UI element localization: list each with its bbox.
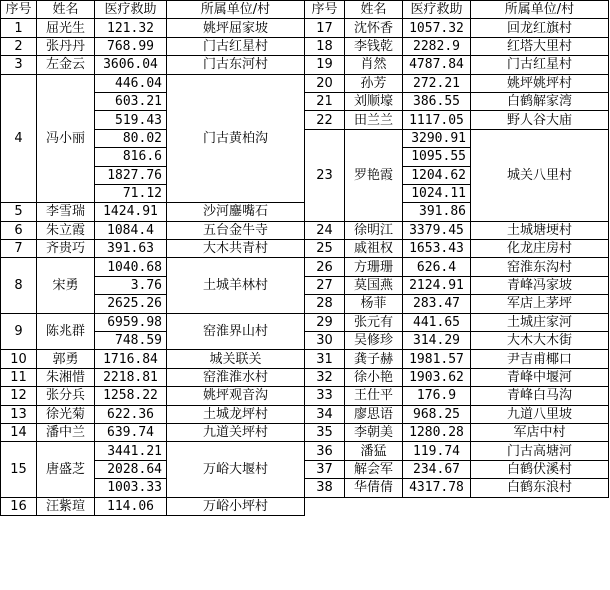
- amount-cell: 519.43: [95, 111, 167, 129]
- unit-cell: 白鹤解家湾: [471, 92, 609, 110]
- amount-cell: 1040.68: [95, 258, 167, 276]
- unit-cell: 门古红星村: [471, 56, 609, 74]
- amount-cell: 1981.57: [403, 350, 471, 368]
- amount-cell: 1716.84: [95, 350, 167, 368]
- name-cell: 杨菲: [345, 295, 403, 313]
- unit-cell: 青峰中堰河: [471, 368, 609, 386]
- unit-cell: 门古红星村: [167, 37, 305, 55]
- name-cell: 戚祖权: [345, 240, 403, 258]
- seq-cell: 35: [305, 423, 345, 441]
- table-row: [1, 19, 609, 37]
- unit-cell: 万峪大堰村: [167, 442, 305, 497]
- seq-cell: 8: [1, 258, 37, 313]
- name-cell: 张丹丹: [37, 37, 95, 55]
- seq-cell: 27: [305, 276, 345, 294]
- name-cell: 左金云: [37, 56, 95, 74]
- seq-cell: 1: [1, 19, 37, 37]
- amount-cell: 446.04: [95, 74, 167, 92]
- name-cell: 朱立霞: [37, 221, 95, 239]
- name-cell: 廖思语: [345, 405, 403, 423]
- seq-cell: 18: [305, 37, 345, 55]
- name-cell: 孙芳: [345, 74, 403, 92]
- name-cell: 朱湘惜: [37, 368, 95, 386]
- amount-cell: 2218.81: [95, 368, 167, 386]
- seq-cell: 20: [305, 74, 345, 92]
- amount-cell: 626.4: [403, 258, 471, 276]
- name-cell: 齐贵巧: [37, 240, 95, 258]
- amount-cell: 391.63: [95, 240, 167, 258]
- seq-cell: 25: [305, 240, 345, 258]
- seq-cell: 32: [305, 368, 345, 386]
- unit-cell: 青峰冯家坡: [471, 276, 609, 294]
- header-name: 姓名: [345, 1, 403, 19]
- unit-cell: 军店上茅坪: [471, 295, 609, 313]
- seq-cell: 28: [305, 295, 345, 313]
- unit-cell: 窑淮界山村: [167, 313, 305, 350]
- seq-cell: 30: [305, 332, 345, 350]
- seq-cell: 37: [305, 460, 345, 478]
- seq-cell: 33: [305, 387, 345, 405]
- header-name: 姓名: [37, 1, 95, 19]
- unit-cell: 窑淮东沟村: [471, 258, 609, 276]
- table-row: [1, 240, 609, 258]
- table-row: [1, 423, 609, 441]
- seq-cell: 4: [1, 74, 37, 203]
- amount-cell: 1424.91: [95, 203, 167, 221]
- table-row: [1, 37, 609, 55]
- amount-cell: 1258.22: [95, 387, 167, 405]
- name-cell: 屈光生: [37, 19, 95, 37]
- unit-cell: 土城羊林村: [167, 258, 305, 313]
- unit-cell: 大木大木街: [471, 332, 609, 350]
- name-cell: 潘猛: [345, 442, 403, 460]
- seq-cell: 17: [305, 19, 345, 37]
- name-cell: 解会军: [345, 460, 403, 478]
- amount-cell: 748.59: [95, 332, 167, 350]
- amount-cell: 968.25: [403, 405, 471, 423]
- amount-cell: 3441.21: [95, 442, 167, 460]
- amount-cell: 71.12: [95, 184, 167, 202]
- unit-cell: 白鹤伏溪村: [471, 460, 609, 478]
- amount-cell: 1280.28: [403, 423, 471, 441]
- amount-cell: 6959.98: [95, 313, 167, 331]
- amount-cell: 283.47: [403, 295, 471, 313]
- unit-cell: 九道八里坡: [471, 405, 609, 423]
- seq-cell: 11: [1, 368, 37, 386]
- header-amount: 医疗救助: [95, 1, 167, 19]
- seq-cell: 7: [1, 240, 37, 258]
- unit-cell: 青峰白马沟: [471, 387, 609, 405]
- name-cell: 沈怀香: [345, 19, 403, 37]
- name-cell: 郭勇: [37, 350, 95, 368]
- name-cell: 徐小艳: [345, 368, 403, 386]
- seq-cell: 29: [305, 313, 345, 331]
- amount-cell: 3606.04: [95, 56, 167, 74]
- header-amount: 医疗救助: [403, 1, 471, 19]
- name-cell: 方珊珊: [345, 258, 403, 276]
- name-cell: 张分兵: [37, 387, 95, 405]
- name-cell: 田兰兰: [345, 111, 403, 129]
- table-row: [1, 405, 609, 423]
- unit-cell: 窑淮淮水村: [167, 368, 305, 386]
- amount-cell: 768.99: [95, 37, 167, 55]
- unit-cell: 回龙红旗村: [471, 19, 609, 37]
- seq-cell: 16: [1, 497, 37, 515]
- seq-cell: 15: [1, 442, 37, 497]
- header-row: [1, 1, 609, 19]
- relief-table-body: [1, 1, 609, 516]
- amount-cell: 1204.62: [403, 166, 471, 184]
- amount-cell: 3379.45: [403, 221, 471, 239]
- name-cell: 宋勇: [37, 258, 95, 313]
- unit-cell: 门古黄柏沟: [167, 74, 305, 203]
- unit-cell: 门古东河村: [167, 56, 305, 74]
- amount-cell: 2028.64: [95, 460, 167, 478]
- header-unit: 所属单位/村: [167, 1, 305, 19]
- seq-cell: 34: [305, 405, 345, 423]
- amount-cell: 2625.26: [95, 295, 167, 313]
- amount-cell: 816.6: [95, 148, 167, 166]
- unit-cell: 白鹤东浪村: [471, 479, 609, 497]
- seq-cell: 14: [1, 423, 37, 441]
- name-cell: 肖然: [345, 56, 403, 74]
- unit-cell: 尹吉甫椰口: [471, 350, 609, 368]
- table-row: [1, 442, 609, 460]
- unit-cell: 门古高塘河: [471, 442, 609, 460]
- amount-cell: 176.9: [403, 387, 471, 405]
- table-row: [1, 56, 609, 74]
- amount-cell: 114.06: [95, 497, 167, 515]
- amount-cell: 3.76: [95, 276, 167, 294]
- name-cell: 李雪瑞: [37, 203, 95, 221]
- table-row: [1, 387, 609, 405]
- seq-cell: 13: [1, 405, 37, 423]
- name-cell: 张元有: [345, 313, 403, 331]
- name-cell: 王仕平: [345, 387, 403, 405]
- amount-cell: 1057.32: [403, 19, 471, 37]
- seq-cell: 36: [305, 442, 345, 460]
- unit-cell: 军店中村: [471, 423, 609, 441]
- unit-cell: 红塔大里村: [471, 37, 609, 55]
- amount-cell: 1084.4: [95, 221, 167, 239]
- header-unit: 所属单位/村: [471, 1, 609, 19]
- unit-cell: 城关联关: [167, 350, 305, 368]
- unit-cell: 沙河鏖嘴石: [167, 203, 305, 221]
- header-seq: 序号: [1, 1, 37, 19]
- name-cell: 龚子赫: [345, 350, 403, 368]
- unit-cell: 姚坪观音沟: [167, 387, 305, 405]
- unit-cell: 野人谷大庙: [471, 111, 609, 129]
- name-cell: 刘顺壕: [345, 92, 403, 110]
- unit-cell: 化龙庄房村: [471, 240, 609, 258]
- name-cell: 陈兆群: [37, 313, 95, 350]
- table-row: [1, 221, 609, 239]
- amount-cell: 314.29: [403, 332, 471, 350]
- name-cell: 徐光菊: [37, 405, 95, 423]
- amount-cell: 1903.62: [403, 368, 471, 386]
- seq-cell: 2: [1, 37, 37, 55]
- table-row: [1, 313, 609, 331]
- seq-cell: 6: [1, 221, 37, 239]
- name-cell: 潘中兰: [37, 423, 95, 441]
- name-cell: 吴修珍: [345, 332, 403, 350]
- amount-cell: 441.65: [403, 313, 471, 331]
- unit-cell: 土城塘埂村: [471, 221, 609, 239]
- table-row: [1, 258, 609, 276]
- seq-cell: 19: [305, 56, 345, 74]
- name-cell: 华倩倩: [345, 479, 403, 497]
- seq-cell: 3: [1, 56, 37, 74]
- table-row: [1, 74, 609, 92]
- amount-cell: 622.36: [95, 405, 167, 423]
- amount-cell: 2124.91: [403, 276, 471, 294]
- table-row: [1, 368, 609, 386]
- amount-cell: 1003.33: [95, 479, 167, 497]
- seq-cell: 9: [1, 313, 37, 350]
- amount-cell: 639.74: [95, 423, 167, 441]
- amount-cell: 603.21: [95, 92, 167, 110]
- blank-cell: [305, 497, 609, 515]
- amount-cell: 4787.84: [403, 56, 471, 74]
- amount-cell: 386.55: [403, 92, 471, 110]
- amount-cell: 1095.55: [403, 148, 471, 166]
- amount-cell: 121.32: [95, 19, 167, 37]
- unit-cell: 土城龙坪村: [167, 405, 305, 423]
- amount-cell: 272.21: [403, 74, 471, 92]
- seq-cell: 26: [305, 258, 345, 276]
- name-cell: 唐盛芝: [37, 442, 95, 497]
- name-cell: 汪紫瑄: [37, 497, 95, 515]
- seq-cell: 5: [1, 203, 37, 221]
- name-cell: 徐明江: [345, 221, 403, 239]
- name-cell: 李钱乾: [345, 37, 403, 55]
- seq-cell: 31: [305, 350, 345, 368]
- amount-cell: 2282.9: [403, 37, 471, 55]
- unit-cell: 土城庄家河: [471, 313, 609, 331]
- name-cell: 冯小丽: [37, 74, 95, 203]
- unit-cell: 城关八里村: [471, 129, 609, 221]
- header-seq: 序号: [305, 1, 345, 19]
- seq-cell: 12: [1, 387, 37, 405]
- unit-cell: 姚坪屈家坡: [167, 19, 305, 37]
- seq-cell: 10: [1, 350, 37, 368]
- amount-cell: 119.74: [403, 442, 471, 460]
- seq-cell: 38: [305, 479, 345, 497]
- seq-cell: 21: [305, 92, 345, 110]
- name-cell: 莫国燕: [345, 276, 403, 294]
- amount-cell: 3290.91: [403, 129, 471, 147]
- table-row: [1, 497, 609, 515]
- amount-cell: 391.86: [403, 203, 471, 221]
- seq-cell: 24: [305, 221, 345, 239]
- amount-cell: 80.02: [95, 129, 167, 147]
- unit-cell: 姚坪姚坪村: [471, 74, 609, 92]
- amount-cell: 234.67: [403, 460, 471, 478]
- amount-cell: 1024.11: [403, 184, 471, 202]
- name-cell: 李朝美: [345, 423, 403, 441]
- table-row: [1, 350, 609, 368]
- name-cell: 罗艳霞: [345, 129, 403, 221]
- amount-cell: 1117.05: [403, 111, 471, 129]
- amount-cell: 1653.43: [403, 240, 471, 258]
- unit-cell: 万峪小坪村: [167, 497, 305, 515]
- unit-cell: 九道关坪村: [167, 423, 305, 441]
- amount-cell: 4317.78: [403, 479, 471, 497]
- unit-cell: 大木共青村: [167, 240, 305, 258]
- amount-cell: 1827.76: [95, 166, 167, 184]
- seq-cell: 23: [305, 129, 345, 221]
- seq-cell: 22: [305, 111, 345, 129]
- unit-cell: 五台金牛寺: [167, 221, 305, 239]
